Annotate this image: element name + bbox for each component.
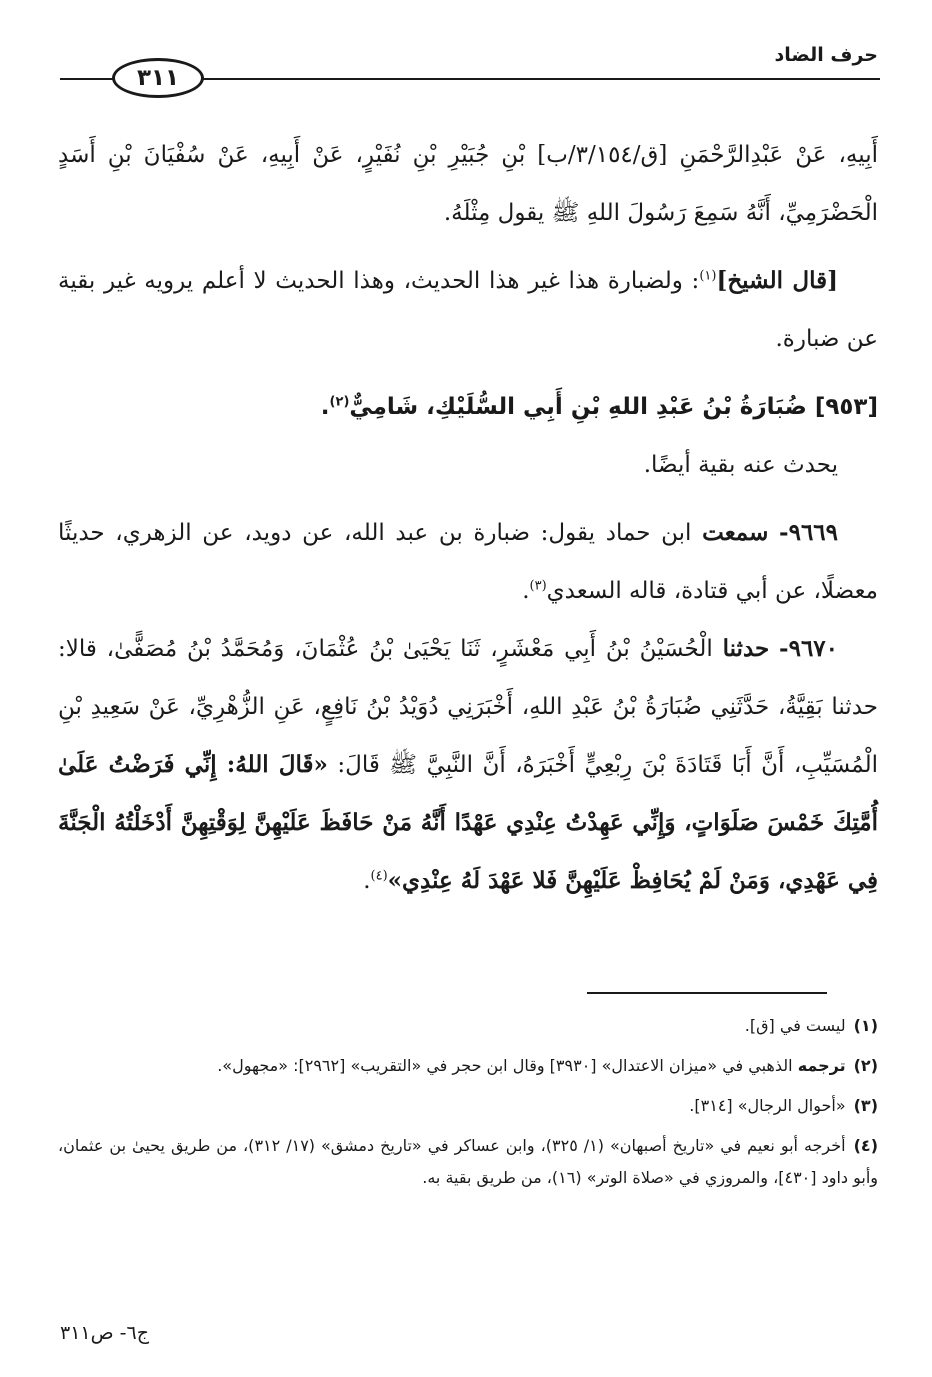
paragraph-narrator-note [58,436,878,494]
page-number-badge: ٣١١ [112,58,204,98]
hadith-keyword: حدثنا [722,635,770,662]
footnote-item [58,1010,878,1042]
hadith-end: . [522,578,530,604]
footnote-item [58,1130,878,1194]
footnote-text: الذهبي في «ميزان الاعتدال» [٣٩٣٠] وقال ابن حجر في «التقريب» [٢٩٦٢]: «مجهول». [217,1056,793,1075]
hadith-text: الْحُسَيْنُ بْنُ أَبِي مَعْشَرٍ، ثَنَا يَحْيَىٰ بْنُ عُثْمَانَ، وَمُحَمَّدُ بْنُ مُصَفًّىٰ، قالا: حدثنا بَقِيَّةُ، حَدَّثَنِي ضُبَارَةُ بْنُ عَبْدِ اللهِ، أَخْبَرَنِي دُوَيْدُ بْنُ نَافِعٍ، عَنِ الزُّهْرِيِّ، عَنْ سَعِيدِ بْنِ الْمُسَيِّبِ، أَنَّ أَبَا قَتَادَةَ بْنَ رِبْعِيٍّ أَخْبَرَهُ، أَنَّ النَّبِيَّ ﷺ قَالَ: [58,636,878,778]
running-head: حرف الضاد [774,44,878,66]
footnote-item [58,1090,878,1122]
footnote-ref-4[interactable]: (٤) [370,868,388,884]
paragraph-text: : ولضبارة هذا غير هذا الحديث، وهذا الحديث لا أعلم يرويه غير بقية عن ضبارة. [58,268,878,352]
footnote-ref-3[interactable]: (٣) [529,578,547,594]
footnote-item [58,1050,878,1082]
hadith-keyword: سمعت [702,519,769,546]
volume-page-marker: ج٦- ص٣١١ [60,1322,149,1344]
hadith-number: ٩٦٦٩- [779,519,839,546]
hadith-9670 [58,620,878,910]
shaykh-label: [قال الشيخ] [716,267,838,294]
footnote-ref-2[interactable]: (٢) [329,394,350,410]
paragraph-text: أَبِيهِ، عَنْ عَبْدِالرَّحْمَنِ [ق/٣/١٥٤/ب] بْنِ جُبَيْرِ بْنِ نُفَيْرٍ، عَنْ أَبِيهِ، عَنْ سُفْيَانَ بْنِ أَسَدٍ الْحَضْرَمِيِّ، أَنَّهُ سَمِعَ رَسُولَ اللهِ ﷺ يقول مِثْلَهُ. [58,142,878,226]
entry-heading [58,378,878,436]
footnotes [58,1010,878,1202]
footnote-separator [587,992,827,994]
paragraph-text: يحدث عنه بقية أيضًا. [643,452,838,478]
footnote-text: ليست في [ق]. [744,1016,846,1035]
entry-title: [٩٥٣] ضُبَارَةُ بْنُ عَبْدِ اللهِ بْنِ أَبِي السُّلَيْكِ، شَامِيٌّ [349,394,878,420]
footnote-number: (١) [853,1016,878,1035]
footnote-text: أخرجه أبو نعيم في «تاريخ أصبهان» (١/ ٣٢٥)، وابن عساكر في «تاريخ دمشق» (١٧/ ٣١٢)، من طريق يحيىٰ بن عثمان، وأبو داود [٤٣٠]، والمروزي في «صلاة الوتر» (١٦)، من طريق بقية به. [58,1136,878,1187]
main-text [58,126,878,910]
paragraph-shaykh-note [58,252,878,368]
footnote-ref-1[interactable]: (١) [699,268,717,284]
entry-heading-end: . [320,394,330,420]
hadith-end: . [363,868,371,894]
hadith-quote: «قَالَ اللهُ: إِنِّي فَرَضْتُ عَلَىٰ أُمَّتِكَ خَمْسَ صَلَوَاتٍ، وَإِنِّي عَهِدْتُ عِنْدِي عَهْدًا أَنَّهُ مَنْ حَافَظَ عَلَيْهِنَّ لِوَقْتِهِنَّ أَدْخَلْتُهُ الْجَنَّةَ فِي عَهْدِي، وَمَنْ لَمْ يُحَافِظْ عَلَيْهِنَّ فَلا عَهْدَ لَهُ عِنْدِي» [58,751,878,894]
paragraph-isnad-continuation [58,126,878,242]
hadith-number: ٩٦٧٠- [779,635,839,662]
footnote-number: (٤) [853,1136,878,1155]
footnote-text: «أحوال الرجال» [٣١٤]. [689,1096,846,1115]
footnote-lead: ترجمه [797,1056,846,1075]
hadith-text: ابن حماد يقول: ضبارة بن عبد الله، عن دويد، عن الزهري، حديثًا معضلًا، عن أبي قتادة، قاله السعدي [58,520,878,604]
footnote-number: (٣) [853,1096,878,1115]
hadith-9669 [58,504,878,620]
footnote-number: (٢) [853,1056,878,1075]
